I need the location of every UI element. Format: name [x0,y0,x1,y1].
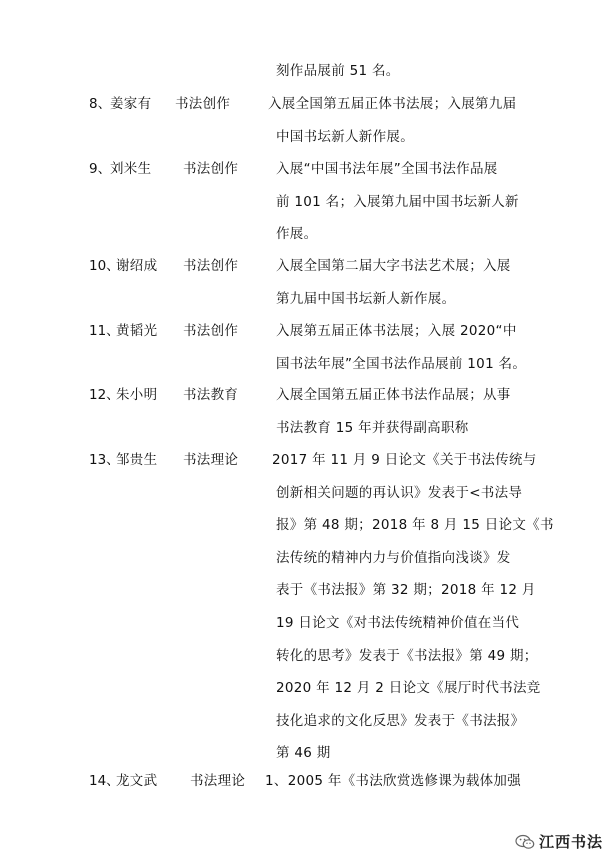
entry-description-line: 表于《书法报》第 32 期；2018 年 12 月 [276,582,536,598]
entry-category: 书法理论 [190,773,246,789]
entry-description-line: 入展全国第五届正体书法展；入展第九届 [268,96,517,112]
entry-description-line: 2020 年 12 月 2 日论文《展厅时代书法竞 [276,680,541,696]
entry-description-line: 入展全国第二届大字书法艺术展；入展 [276,258,511,274]
wechat-icon [515,834,535,850]
entry-description-line: 创新相关问题的再认识》发表于<书法导 [276,485,523,501]
entry-description-line: 入展第五届正体书法展；入展 2020“中 [276,323,517,339]
entry-description-line: 19 日论文《对书法传统精神价值在当代 [276,615,520,631]
entry-name: 黄韬光 [116,323,158,339]
watermark-text: 江西书法 [538,833,603,851]
entry-index: 12、 [89,387,120,403]
entry-description-line: 入展“中国书法年展”全国书法作品展 [276,161,498,177]
entry-description-line: 作展。 [276,226,318,242]
entry-name: 邹贵生 [116,452,158,468]
entry-category: 书法创作 [175,96,231,112]
entry-category: 书法创作 [183,258,239,274]
entry-index: 10、 [89,258,120,274]
entry-name: 姜家有 [110,96,152,112]
entry-description-line: 国书法年展”全国书法作品展前 101 名。 [276,356,527,372]
entry-index: 11、 [89,323,120,339]
entry-description-line: 1、2005 年《书法欣赏选修课为载体加强 [265,773,522,789]
entry-description-line: 中国书坛新人新作展。 [276,129,414,145]
entry-category: 书法理论 [183,452,239,468]
entry-category: 书法创作 [183,323,239,339]
watermark [515,831,603,852]
entry-description-line: 2017 年 11 月 9 日论文《关于书法传统与 [272,452,537,468]
entry-description-line: 法传统的精神内力与价值指向浅谈》发 [276,550,511,566]
continuation-line: 刻作品展前 51 名。 [276,63,400,79]
entry-category: 书法教育 [183,387,239,403]
entry-index: 9、 [89,161,112,177]
entry-name: 龙文武 [116,773,158,789]
entry-index: 8、 [89,96,112,112]
entry-name: 刘米生 [110,161,152,177]
entry-index: 13、 [89,452,120,468]
entry-description-line: 报》第 48 期；2018 年 8 月 15 日论文《书 [276,517,554,533]
entry-name: 谢绍成 [116,258,158,274]
entry-description-line: 转化的思考》发表于《书法报》第 49 期； [276,648,538,664]
entry-name: 朱小明 [116,387,158,403]
entry-index: 14、 [89,773,120,789]
entry-description-line: 书法教育 15 年并获得副高职称 [276,420,469,436]
entry-description-line: 入展全国第五届正体书法作品展；从事 [276,387,511,403]
entry-description-line: 第 46 期 [276,745,331,761]
entry-category: 书法创作 [183,161,239,177]
entry-description-line: 第九届中国书坛新人新作展。 [276,291,456,307]
entry-description-line: 技化追求的文化反思》发表于《书法报》 [276,713,525,729]
entry-description-line: 前 101 名；入展第九届中国书坛新人新 [276,194,519,210]
